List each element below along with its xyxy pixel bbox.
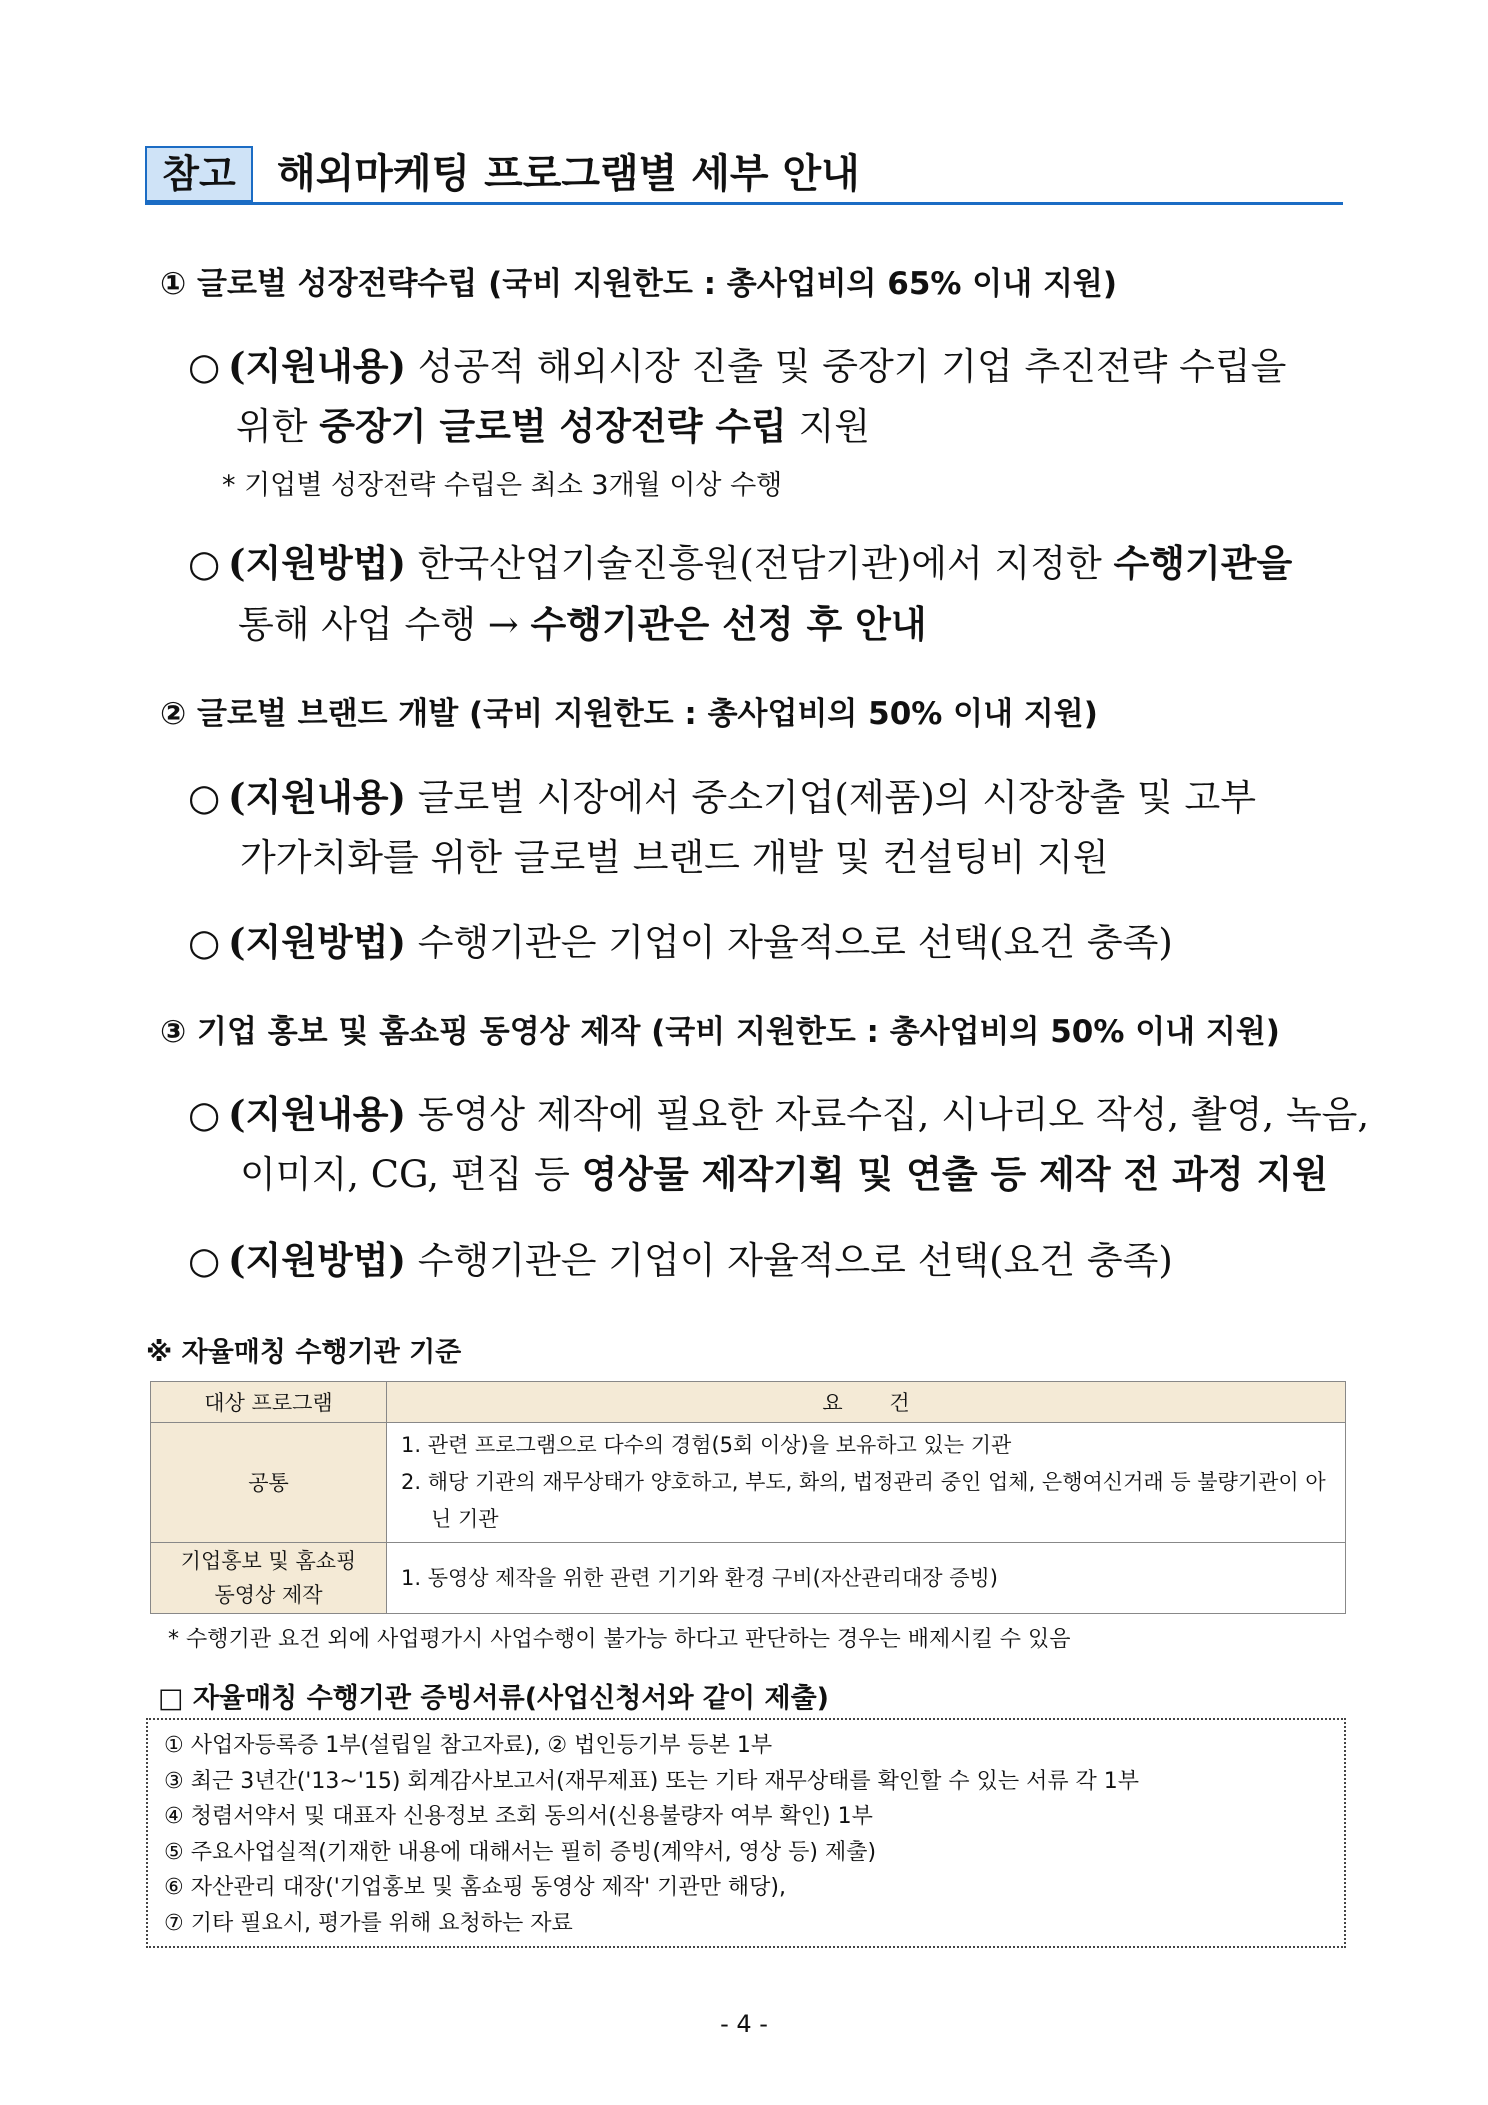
col-requirement-header: 요 건 [387, 1382, 1346, 1423]
title-underline [145, 202, 1343, 205]
criteria-footnote: * 수행기관 요건 외에 사업평가시 사업수행이 불가능 하다고 판단하는 경우는 배제시킬 수 있음 [168, 1627, 1071, 1652]
table-header-row [151, 1382, 1346, 1423]
section-3-heading: ③ 기업 홍보 및 홈쇼핑 동영상 제작 (국비 지원한도 : 총사업비의 50% 이내 지원) [160, 1014, 1280, 1050]
section-1-method-line2: 통해 사업 수행 → 수행기관은 선정 후 안내 [238, 602, 927, 646]
bullet-icon: ○ [188, 345, 221, 388]
section-1-heading: ① 글로벌 성장전략수립 (국비 지원한도 : 총사업비의 65% 이내 지원) [160, 266, 1118, 302]
table-row [151, 1423, 1346, 1543]
section-3-method: ○ (지원방법) 수행기관은 기업이 자율적으로 선택(요건 충족) [188, 1238, 1173, 1282]
list-item: ① 사업자등록증 1부(설립일 참고자료), ② 법인등기부 등본 1부 [164, 1733, 773, 1758]
list-item: ⑤ 주요사업실적(기재한 내용에 대해서는 필히 증빙(계약서, 영상 등) 제출) [164, 1839, 877, 1865]
bullet-icon: ○ [188, 542, 221, 585]
documents-heading: □ 자율매칭 수행기관 증빙서류(사업신청서와 같이 제출) [158, 1683, 829, 1714]
list-item: ③ 최근 3년간('13~'15) 회계감사보고서(재무제표) 또는 기타 재무상태를 확인할 수 있는 서류 각 1부 [164, 1768, 1140, 1794]
section-1-content-line2: 위한 중장기 글로벌 성장전략 수립 지원 [236, 404, 871, 448]
section-2-content-line1: ○ (지원내용) 글로벌 시장에서 중소기업(제품)의 시장창출 및 고부 [188, 775, 1257, 819]
section-3-content-line2: 이미지, CG, 편집 등 영상물 제작기획 및 연출 등 제작 전 과정 지원 [240, 1152, 1328, 1196]
col-program-header: 대상 프로그램 [151, 1382, 387, 1423]
table-row [151, 1543, 1346, 1614]
category-cell: 공통 [151, 1423, 387, 1543]
section-2-method: ○ (지원방법) 수행기관은 기업이 자율적으로 선택(요건 충족) [188, 920, 1173, 964]
requirement-cell: 1. 관련 프로그램으로 다수의 경험(5회 이상)을 보유하고 있는 기관 2. 해당 기관의 재무상태가 양호하고, 부도, 화의, 법정관리 중인 업체, 은행여신거래 등 불량기관이 아닌 기관 [387, 1423, 1346, 1543]
requirement-cell: 1. 동영상 제작을 위한 관련 기기와 환경 구비(자산관리대장 증빙) [387, 1543, 1346, 1614]
section-3-content-line1: ○ (지원내용) 동영상 제작에 필요한 자료수집, 시나리오 작성, 촬영, 녹음, [188, 1092, 1370, 1136]
bullet-icon: ○ [188, 1093, 221, 1136]
section-1-note: * 기업별 성장전략 수립은 최소 3개월 이상 수행 [222, 470, 783, 501]
section-1-content-line1: ○ (지원내용) 성공적 해외시장 진출 및 중장기 기업 추진전략 수립을 [188, 344, 1287, 388]
documents-list [146, 1718, 1346, 1948]
list-item: ④ 청렴서약서 및 대표자 신용정보 조회 동의서(신용불량자 여부 확인) 1부 [164, 1804, 873, 1829]
section-1-method-line1: ○ (지원방법) 한국산업기술진흥원(전담기관)에서 지정한 수행기관을 [188, 541, 1293, 585]
criteria-table [150, 1381, 1346, 1614]
section-2-heading: ② 글로벌 브랜드 개발 (국비 지원한도 : 총사업비의 50% 이내 지원) [160, 696, 1098, 732]
list-item: ⑦ 기타 필요시, 평가를 위해 요청하는 자료 [164, 1910, 573, 1936]
section-2-content-line2: 가가치화를 위한 글로벌 브랜드 개발 및 컨설팅비 지원 [240, 836, 1109, 879]
category-cell: 기업홍보 및 홈쇼핑 동영상 제작 [151, 1543, 387, 1614]
bullet-icon: ○ [188, 776, 221, 819]
title-text: 해외마케팅 프로그램별 세부 안내 [277, 151, 860, 197]
content-label: (지원내용) [228, 344, 406, 388]
page-title [145, 146, 1345, 206]
bullet-icon: ○ [188, 1239, 221, 1282]
reference-tag: 참고 [145, 146, 253, 202]
page-number: - 4 - [720, 2010, 768, 2038]
criteria-heading: ※ 자율매칭 수행기관 기준 [146, 1337, 462, 1368]
bullet-icon: ○ [188, 921, 221, 964]
list-item: ⑥ 자산관리 대장('기업홍보 및 홈쇼핑 동영상 제작' 기관만 해당), [164, 1875, 786, 1900]
